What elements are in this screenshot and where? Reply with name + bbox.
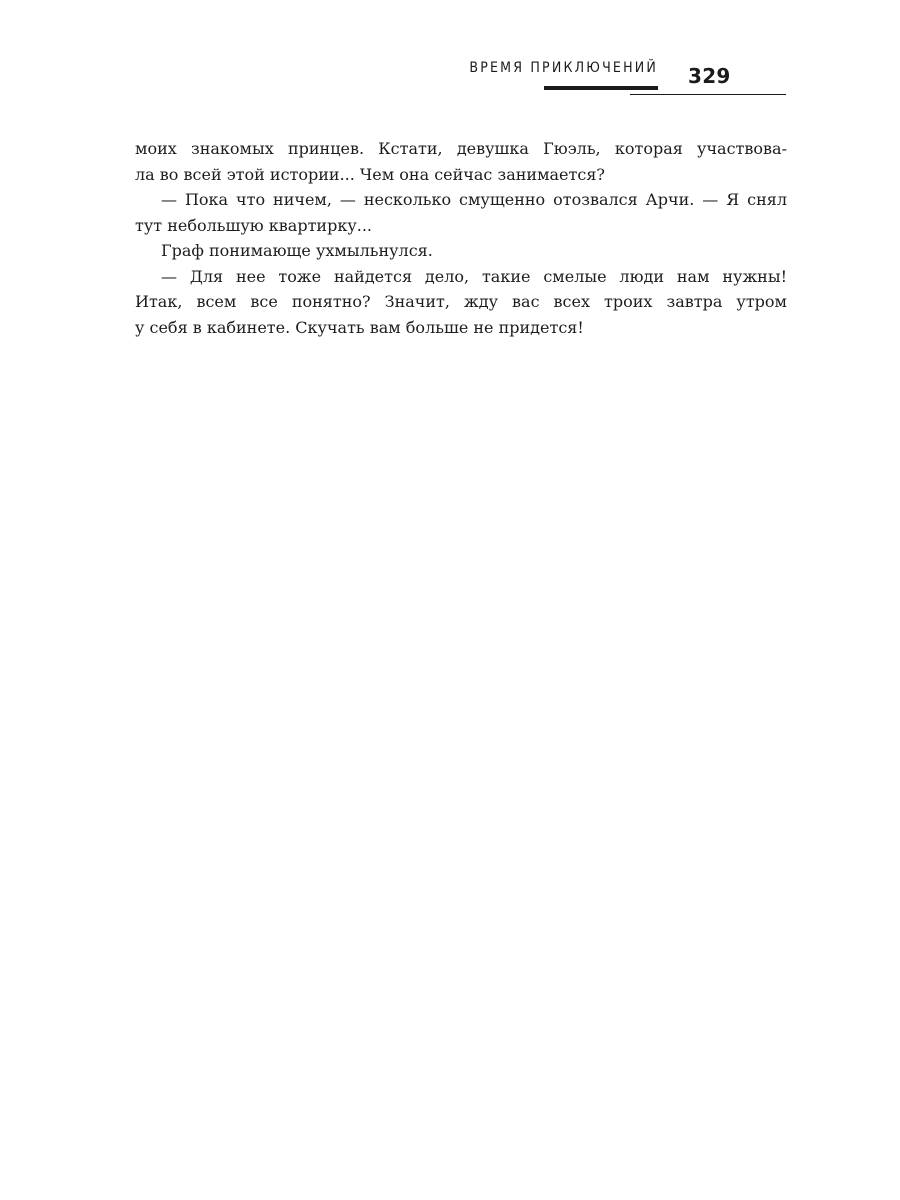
text-line: Итак, всем все понятно? Значит, жду вас всех троих завтра утром — [135, 292, 787, 311]
header-rule-thick — [544, 86, 658, 90]
text-line: моих знакомых принцев. Кстати, девушка Гюэль, которая участвова- — [135, 139, 787, 158]
text-line: у себя в кабинете. Скучать вам больше не придется! — [135, 317, 584, 337]
paragraph — [135, 264, 787, 341]
running-header — [0, 0, 900, 100]
body-text — [135, 136, 787, 340]
running-title: ВРЕМЯ ПРИКЛЮЧЕНИЙ — [469, 60, 658, 76]
paragraph — [135, 136, 787, 187]
paragraph — [135, 238, 787, 264]
page-number: 329 — [688, 64, 731, 88]
text-line: тут небольшую квартирку... — [135, 215, 372, 235]
paragraph — [135, 187, 787, 238]
header-rule-thin — [630, 94, 786, 95]
text-line: ла во всей этой истории... Чем она сейчас занимается? — [135, 164, 605, 184]
text-line: — Для нее тоже найдется дело, такие смелые люди нам нужны! — [161, 266, 787, 286]
text-line: — Пока что ничем, — несколько смущенно отозвался Арчи. — Я снял — [161, 190, 787, 209]
text-line: Граф понимающе ухмыльнулся. — [161, 241, 433, 260]
